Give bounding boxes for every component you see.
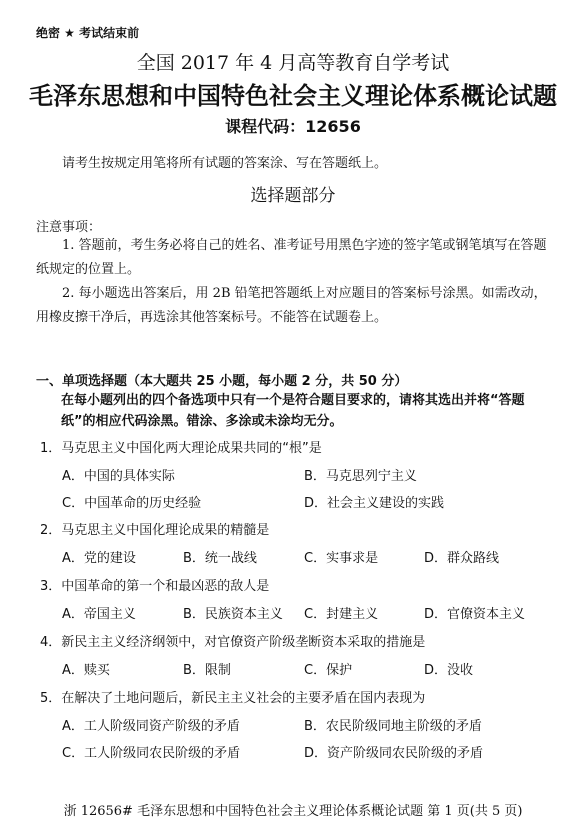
q4-option-c: C．保护 bbox=[304, 663, 353, 678]
page-footer: 浙 12656# 毛泽东思想和中国特色社会主义理论体系概论试题 第 1 页(共 5 页) bbox=[63, 804, 523, 819]
q2-option-d: D．群众路线 bbox=[424, 551, 500, 566]
part-description: 在每小题列出的四个备选项中只有一个是符合题目要求的，请将其选出并将“答题纸”的相应代码涂黑。错涂、多涂或未涂均无分。 bbox=[61, 393, 525, 429]
q4-option-d: D．没收 bbox=[424, 663, 474, 678]
q1-option-c: C．中国革命的历史经验 bbox=[62, 496, 202, 511]
part-heading: 一、单项选择题（本大题共 25 小题，每小题 2 分，共 50 分） bbox=[36, 374, 408, 389]
exam-title: 全国 2017 年 4 月高等教育自学考试 bbox=[136, 52, 450, 74]
q3-option-c: C．封建主义 bbox=[304, 607, 379, 622]
q3-option-b: B．民族资本主义 bbox=[183, 607, 283, 622]
q1-option-d: D．社会主义建设的实践 bbox=[304, 496, 445, 511]
confidential-label: 绝密 ★ 考试结束前 bbox=[36, 26, 140, 40]
question-2: 2．马克思主义中国化理论成果的精髓是 bbox=[40, 523, 270, 538]
notice-item-1: 1. 答题前，考生务必将自己的姓名、准考证号用黑色字迹的签字笔或钢笔填写在答题纸规定的位置上。 bbox=[36, 238, 547, 277]
q2-option-a: A．党的建设 bbox=[62, 551, 136, 566]
q5-option-c: C．工人阶级同农民阶级的矛盾 bbox=[62, 746, 241, 761]
question-4: 4．新民主主义经济纲领中，对官僚资产阶级垄断资本采取的措施是 bbox=[40, 635, 426, 650]
q3-option-d: D．官僚资本主义 bbox=[424, 607, 526, 622]
q2-option-b: B．统一战线 bbox=[183, 551, 257, 566]
subject-title: 毛泽东思想和中国特色社会主义理论体系概论试题 bbox=[29, 82, 557, 110]
course-code: 课程代码：12656 bbox=[225, 117, 361, 136]
answer-instruction: 请考生按规定用笔将所有试题的答案涂、写在答题纸上。 bbox=[62, 156, 388, 171]
q3-option-a: A．帝国主义 bbox=[62, 607, 136, 622]
question-1: 1．马克思主义中国化两大理论成果共同的“根”是 bbox=[40, 441, 322, 456]
q1-option-a: A．中国的具体实际 bbox=[62, 469, 175, 484]
q5-option-d: D．资产阶级同农民阶级的矛盾 bbox=[304, 746, 484, 761]
q5-option-a: A．工人阶级同资产阶级的矛盾 bbox=[62, 719, 240, 734]
question-3: 3．中国革命的第一个和最凶恶的敌人是 bbox=[40, 579, 270, 594]
q4-option-a: A．赎买 bbox=[62, 663, 110, 678]
notice-item-2: 2. 每小题选出答案后，用 2B 铅笔把答题纸上对应题目的答案标号涂黑。如需改动，用橡皮擦干净后，再选涂其他答案标号。不能答在试题卷上。 bbox=[36, 286, 547, 325]
q4-option-b: B．限制 bbox=[183, 663, 231, 678]
section-title: 选择题部分 bbox=[250, 186, 336, 206]
q2-option-c: C．实事求是 bbox=[304, 551, 379, 566]
q5-option-b: B．农民阶级同地主阶级的矛盾 bbox=[304, 719, 482, 734]
notice-title: 注意事项： bbox=[36, 220, 102, 235]
question-5: 5．在解决了土地问题后，新民主主义社会的主要矛盾在国内表现为 bbox=[40, 691, 426, 706]
q1-option-b: B．马克思列宁主义 bbox=[304, 469, 417, 484]
